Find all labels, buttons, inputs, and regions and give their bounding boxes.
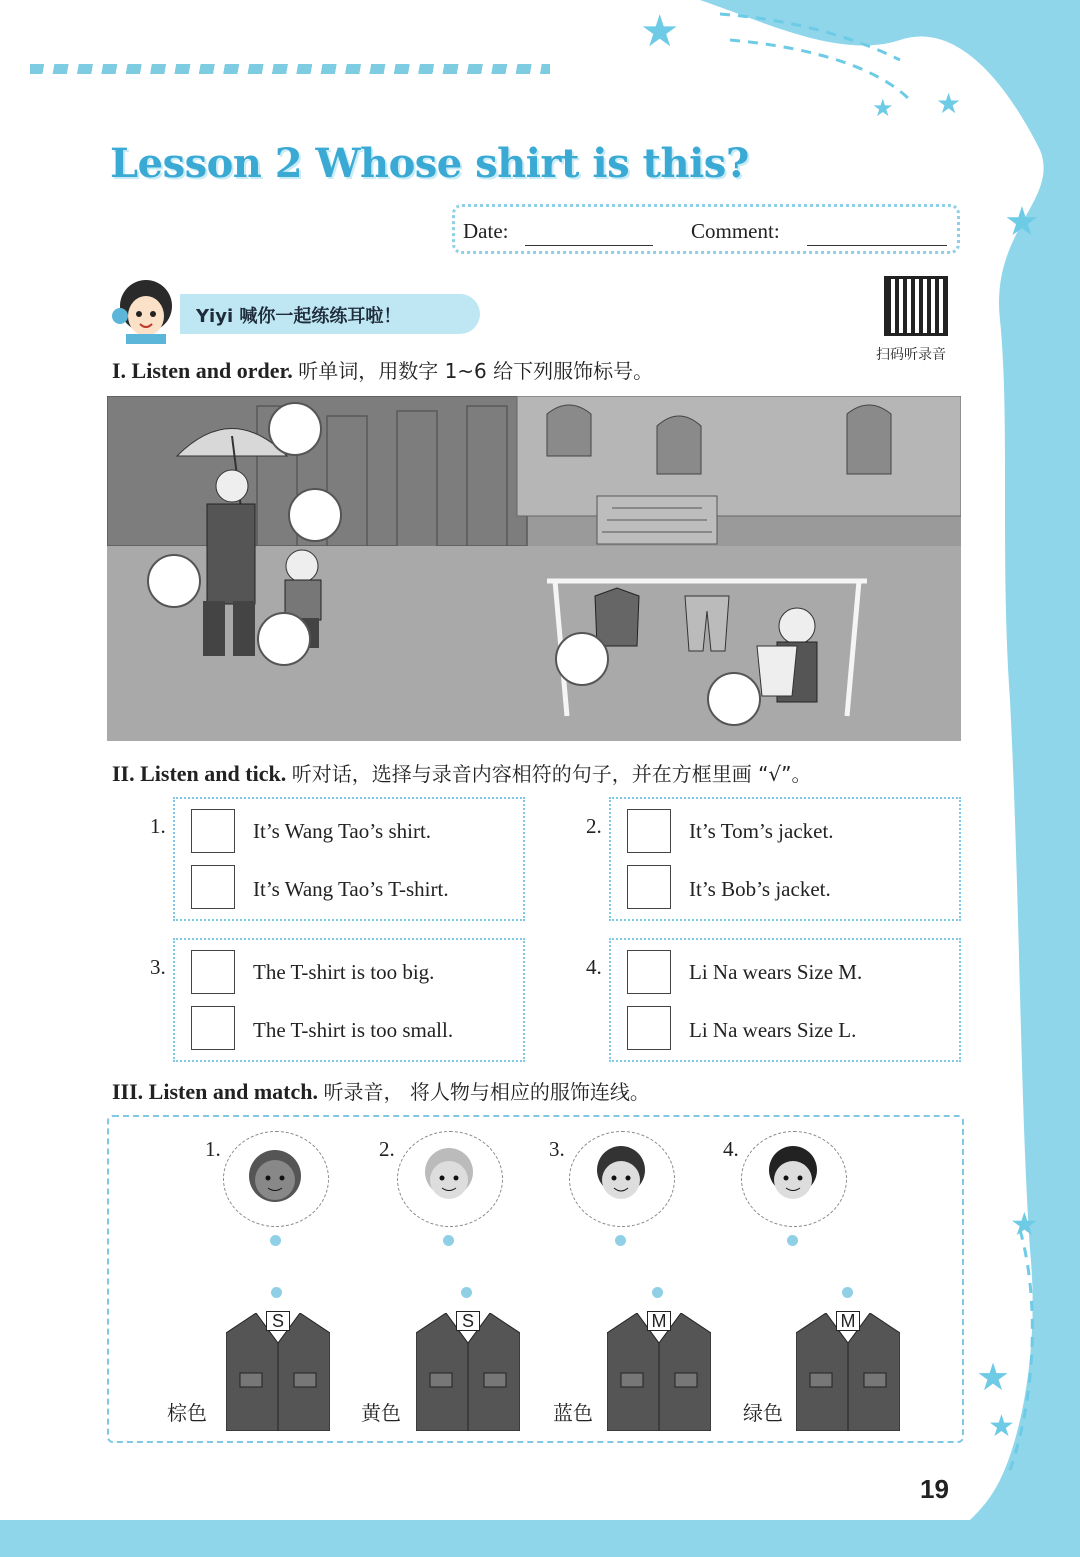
boy-face-icon [223,1131,329,1227]
shirt-icon [607,1313,711,1431]
page-number: 19 [920,1474,949,1504]
comment-label: Comment: [691,219,780,243]
section-2-title-en: II. Listen and tick. [112,761,287,786]
star-icon: ★ [936,87,962,120]
match-dot[interactable] [787,1235,798,1246]
match-dot[interactable] [842,1287,853,1298]
option-text: It’s Tom’s jacket. [689,819,834,843]
section-1-title-cn: 听单词，用数字 1~6 给下列服饰标号。 [298,359,654,383]
tick-checkbox[interactable] [191,950,235,994]
boy-face-icon [569,1131,675,1227]
scene-illustration [107,396,961,741]
mascot-girl-icon [104,276,184,344]
answer-circle[interactable] [555,632,609,686]
tick-checkbox[interactable] [191,865,235,909]
tick-checkbox[interactable] [627,809,671,853]
qr-caption: 扫码听录音 [876,347,946,363]
date-field[interactable] [525,245,653,246]
option-text: It’s Wang Tao’s shirt. [253,819,432,843]
section-2-heading [112,758,812,787]
option-text: Li Na wears Size L. [689,1018,857,1042]
comment-field[interactable] [807,245,947,246]
tick-checkbox[interactable] [627,950,671,994]
star-icon: ★ [976,1355,1011,1399]
section-2-title-cn: 听对话，选择与录音内容相符的句子，并在方框里画 “√”。 [291,762,812,786]
decorative-dashes [30,64,550,74]
shirt-icon [416,1313,520,1431]
page-title: Lesson 2 Whose shirt is this? [110,140,749,187]
shirt-icon [226,1313,330,1431]
match-dot[interactable] [652,1287,663,1298]
size-tag: S [456,1311,480,1331]
question-box [173,938,525,1062]
match-dot[interactable] [461,1287,472,1298]
date-label: Date: [463,219,509,243]
match-dot[interactable] [443,1235,454,1246]
boy-face-icon [741,1131,847,1227]
answer-circle[interactable] [268,402,322,456]
section-1-heading [112,355,653,384]
color-label: 黄色 [361,1401,401,1425]
match-dot[interactable] [270,1235,281,1246]
question-number: 2. [586,814,602,838]
option-text: It’s Bob’s jacket. [689,877,831,901]
option-text: The T-shirt is too big. [253,960,435,984]
color-label: 棕色 [167,1401,207,1425]
star-icon: ★ [1004,199,1040,245]
option-text: It’s Wang Tao’s T-shirt. [253,877,449,901]
section-1-title-en: I. Listen and order. [112,358,293,383]
question-box [609,938,961,1062]
question-number: 3. [150,955,166,979]
tick-checkbox[interactable] [191,1006,235,1050]
person-number: 4. [723,1137,739,1161]
color-label: 蓝色 [553,1401,593,1425]
shirt-icon [796,1313,900,1431]
question-box [173,797,525,921]
tick-checkbox[interactable] [627,865,671,909]
question-box [609,797,961,921]
match-box [107,1115,964,1443]
size-tag: M [647,1311,671,1331]
star-icon: ★ [988,1409,1015,1444]
color-label: 绿色 [743,1401,783,1425]
qr-code-icon[interactable] [884,276,948,336]
question-number: 4. [586,955,602,979]
section-3-title-en: III. Listen and match. [112,1079,318,1104]
star-icon: ★ [640,6,680,57]
tick-checkbox[interactable] [191,809,235,853]
person-number: 2. [379,1137,395,1161]
answer-circle[interactable] [257,612,311,666]
match-dot[interactable] [271,1287,282,1298]
answer-circle[interactable] [288,488,342,542]
listen-order-scene [107,396,961,741]
star-icon: ★ [1010,1205,1039,1243]
date-comment-box [452,204,960,254]
person-number: 3. [549,1137,565,1161]
option-text: The T-shirt is too small. [253,1018,454,1042]
option-text: Li Na wears Size M. [689,960,863,984]
section-3-title-cn: 听录音， 将人物与相应的服饰连线。 [323,1080,650,1104]
person-number: 1. [205,1137,221,1161]
star-icon: ★ [872,94,894,122]
answer-circle[interactable] [147,554,201,608]
listening-banner: Yiyi 喊你一起练练耳啦！ [180,294,480,334]
question-number: 1. [150,814,166,838]
answer-circle[interactable] [707,672,761,726]
tick-checkbox[interactable] [627,1006,671,1050]
size-tag: S [266,1311,290,1331]
boy-face-icon [397,1131,503,1227]
size-tag: M [836,1311,860,1331]
section-3-heading [112,1076,650,1105]
match-dot[interactable] [615,1235,626,1246]
